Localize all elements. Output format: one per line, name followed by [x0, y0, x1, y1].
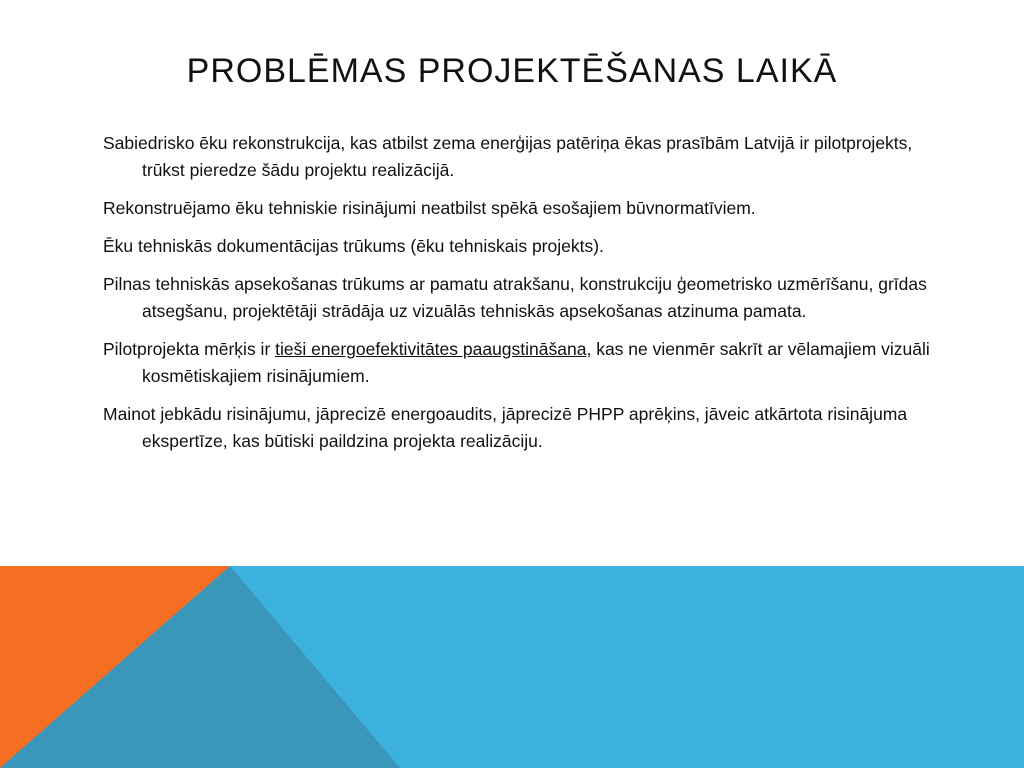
list-item: Ēku tehniskās dokumentācijas trūkums (ēku tehniskais projekts). — [103, 236, 604, 256]
slide-title: PROBLĒMAS PROJEKTĒŠANAS LAIKĀ — [186, 52, 838, 90]
list-item-text: Pilotprojekta mērķis ir — [103, 339, 276, 359]
list-item: Pilnas tehniskās apsekošanas trūkums ar pamatu atrakšanu, konstrukciju ģeometrisko uzmērīšanu, grīdas atsegšanu, projektētāji strādāja uz vizuālās tehniskās apsekošanas atzinuma pamata. — [103, 274, 927, 321]
list-item: Rekonstruējamo ēku tehniskie risinājumi neatbilst spēkā esošajiem būvnormatīviem. — [103, 198, 756, 218]
list-item: Sabiedrisko ēku rekonstrukcija, kas atbilst zema enerģijas patēriņa ēkas prasībām Latvijā ir pilotprojekts, trūkst pieredze šādu projektu realizācijā. — [103, 133, 913, 180]
list-item-text: , kas ne vienmēr sakrīt ar vēlamajiem vizuāli kosmētiskajiem risinājumiem. — [142, 339, 930, 386]
energy-efficiency-link[interactable]: tieši energoefektivitātes paaugstināšana — [275, 339, 587, 359]
bullet-list — [103, 130, 943, 466]
list-item — [103, 336, 943, 390]
decorative-footer-shapes — [0, 566, 1024, 768]
list-item: Mainot jebkādu risinājumu, jāprecizē energoaudits, jāprecizē PHPP aprēķins, jāveic atkārtota risinājuma ekspertīze, kas būtiski paildzina projekta realizāciju. — [103, 404, 908, 451]
